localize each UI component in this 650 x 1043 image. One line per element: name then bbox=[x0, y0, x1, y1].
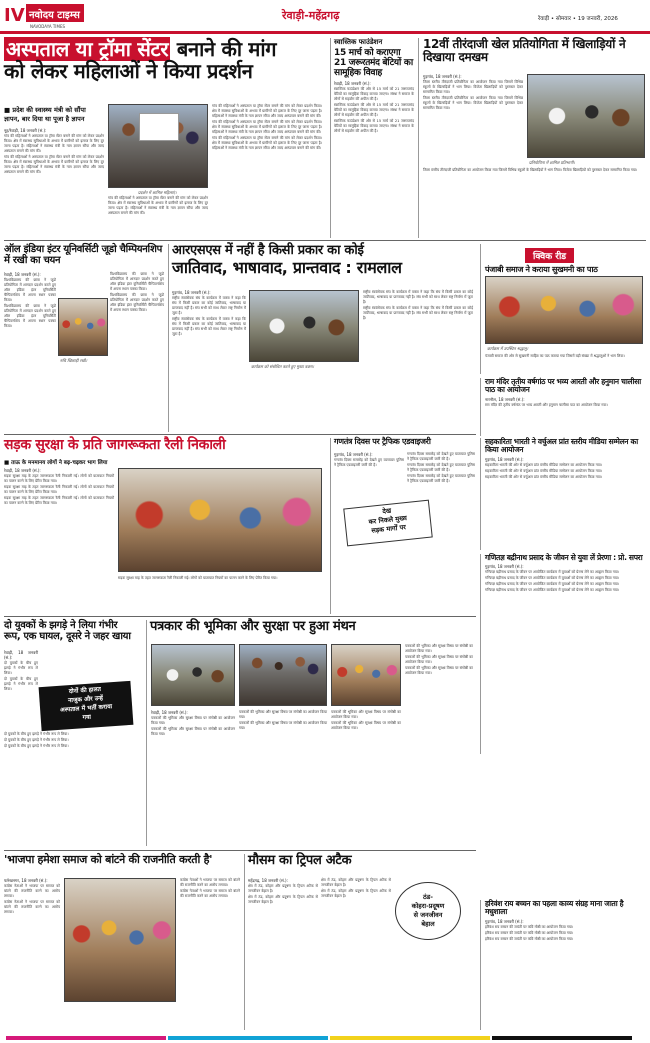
swatch-magenta bbox=[6, 1036, 166, 1040]
body: गुड़गांव, 18 जनवरी (सं.): गणितज्ञ बद्रीनाथ प्रसाद के जीवन पर आयोजित कार्यक्रम में युवाओं को प्रेरणा लेने का आह्वान किया गया। गणितज्ञ बद्रीनाथ प्रसाद के जीवन पर आयोजित कार्यक्रम में युवाओं को प्रेरणा लेने का आह्वान किया गया। गणितज्ञ बद्रीनाथ प्रसाद के जीवन पर आयोजित कार्यक्रम में युवाओं को प्रेरणा लेने का आह्वान किया गया। गणितज्ञ बद्रीनाथ प्रसाद के जीवन पर आयोजित कार्यक्रम में युवाओं को प्रेरणा लेने का आह्वान किया गया। bbox=[485, 564, 620, 593]
body: रेवाड़ी, 18 जनवरी (सं.): स्वास्तिक फाउंडेशन की ओर से 15 मार्च को 21 जरूरतमंद बेटियों का सामूहिक विवाह कराया जाएगा। संस्था ने समाज के लोगों से सहयोग की अपील की है। स्वास्तिक फाउंडेशन की ओर से 15 मार्च को 21 जरूरतमंद बेटियों का सामूहिक विवाह कराया जाएगा। संस्था ने समाज के लोगों से सहयोग की अपील की है। स्वास्तिक फाउंडेशन की ओर से 15 मार्च को 21 जरूरतमंद बेटियों का सामूहिक विवाह कराया जाएगा। संस्था ने समाज के लोगों से सहयोग की अपील की है। bbox=[334, 81, 414, 134]
story-hospital-protest bbox=[4, 38, 326, 238]
headline-part-a: दो युवकों के झगड़े ने लिया गंभीर bbox=[4, 620, 118, 631]
headline: गणितज्ञ बद्रीनाथ प्रसाद के जीवन से युवा लें प्रेरणा : प्रो. सपरा bbox=[485, 553, 643, 562]
subhead: ■ प्रदेश की स्वास्थ्य मंत्री को सौंपा ज्ञापन, बार दिया था पूजा है ज्ञापन bbox=[4, 106, 86, 123]
body: नारनौल, 18 जनवरी (सं.): राम मंदिर की तृतीय वर्षगांठ पर भव्य आरती और हनुमान चालीसा पाठ का आयोजन किया गया। bbox=[485, 396, 608, 407]
story-quick-read bbox=[480, 244, 646, 374]
headline: सहकारिता भारती ने वर्चुअल प्रांत स्तरीय मीडिया सम्मेलन का किया आयोजन bbox=[485, 437, 638, 455]
masthead bbox=[0, 0, 650, 34]
story-bjp bbox=[4, 854, 240, 1030]
story-road-safety bbox=[4, 438, 326, 614]
seminar-photo-2 bbox=[239, 644, 327, 706]
divider bbox=[4, 434, 476, 435]
photo-caption: रुचि खिलाड़ी रखी। bbox=[60, 358, 88, 363]
issue-date: रेवाड़ी • सोमवार • 19 जनवरी, 2026 bbox=[538, 16, 618, 22]
body-col-2: क्षेत्र में ठंड, कोहरा और प्रदूषण के ट्रिपल अटैक से जनजीवन बेहाल है। क्षेत्र में ठंड, कोहरा और प्रदूषण के ट्रिपल अटैक से जनजीवन बेहाल है। bbox=[321, 878, 391, 898]
kicker: स्वास्तिक फाउंडेशन bbox=[334, 38, 383, 46]
story-judo bbox=[4, 244, 164, 432]
headline: 12वीं तीरंदाजी खेल प्रतियोगिता में खिलाड़ियों ने दिखाया दमखम bbox=[423, 37, 626, 65]
body-col-1: रेवाड़ी, 18 जनवरी (सं.): दो युवकों के बीच हुए झगड़े ने गंभीर रूप ले लिया। दो युवकों के बीच हुए झगड़े ने गंभीर रूप ले लिया। bbox=[4, 650, 38, 691]
athlete-photo bbox=[58, 298, 108, 356]
swatch-cyan bbox=[168, 1036, 328, 1040]
body-col-2: दो युवकों के बीच हुए झगड़े ने गंभीर रूप ले लिया। दो युवकों के बीच हुए झगड़े ने गंभीर रूप ले लिया। दो युवकों के बीच हुए झगड़े ने गंभीर रूप ले लिया। bbox=[4, 732, 69, 748]
headline-part-b: जातिवाद, भाषावाद, प्रान्तवाद : रामलाल bbox=[172, 257, 402, 277]
headline: मौसम का ट्रिपल अटैक bbox=[248, 853, 352, 868]
body-col-1: फर्रुखनगर, 18 जनवरी (सं.): कांग्रेस नेताओं ने भाजपा पर समाज को बांटने की राजनीति करने का आरोप लगाया। कांग्रेस नेताओं ने भाजपा पर समाज को बांटने की राजनीति करने का आरोप लगाया। bbox=[4, 878, 60, 914]
headline bbox=[4, 620, 144, 642]
brand-tagline: NAVODAYA TIMES bbox=[30, 24, 66, 29]
headline: 'भाजपा हमेशा समाज को बांटने की राजनीति करती है' bbox=[4, 853, 213, 866]
body-col-1: रेवाड़ी, 18 जनवरी (सं.): सड़क सुरक्षा माह के तहत जागरूकता रैली निकाली गई। लोगों को यातायात नियमों का पालन करने के लिए प्रेरित किया गया। सड़क सुरक्षा माह के तहत जागरूकता रैली निकाली गई। लोगों को यातायात नियमों का पालन करने के लिए प्रेरित किया गया। सड़क सुरक्षा माह के तहत जागरूकता रैली निकाली गई। लोगों को यातायात नियमों का पालन करने के लिए प्रेरित किया गया। bbox=[4, 468, 114, 505]
rally-photo bbox=[118, 468, 322, 572]
headline-part-c: को लेकर महिलाओं ने किया प्रदर्शन bbox=[4, 59, 253, 84]
headline: गणतंत्र दिवस पर ट्रैफिक एडवाइजरी bbox=[334, 437, 431, 446]
body-col-2: जिला स्तरीय तीरंदाजी प्रतियोगिता का आयोजन किया गया जिसमें विभिन्न स्कूलों के खिलाड़ियों ने भाग लिया। विजेता खिलाड़ियों को पुरस्कार देकर सम्मानित किया गया। bbox=[423, 168, 638, 172]
headline-part-a: अस्पताल या ट्रॉमा सेंटर bbox=[6, 37, 169, 61]
body-col-2: विश्वविद्यालय की छात्रा ने जूडो प्रतियोगिता में शानदार प्रदर्शन करते हुए ऑल इंडिया इंटर यूनिवर्सिटी चैम्पियनशिप में अपना स्थान पक्का किया। विश्वविद्यालय की छात्रा ने जूडो प्रतियोगिता में शानदार प्रदर्शन करते हुए ऑल इंडिया इंटर यूनिवर्सिटी चैम्पियनशिप में अपना स्थान पक्का किया। bbox=[110, 272, 164, 312]
headline: सड़क सुरक्षा के प्रति जागरूकता रैली निकाली bbox=[4, 437, 226, 453]
headline: 15 मार्च को कराएगा 21 जरूरतमंद बेटियों का सामूहिक विवाह bbox=[334, 48, 413, 79]
brand-logo: नवोदय टाइम्स bbox=[26, 4, 84, 22]
headline: ऑल इंडिया इंटर यूनिवर्सिटी जूडो चैम्पियनशिप में रखी का चयन bbox=[4, 244, 162, 267]
body-col-2: सड़क सुरक्षा माह के तहत जागरूकता रैली निकाली गई। लोगों को यातायात नियमों का पालन करने के लिए प्रेरित किया गया। bbox=[118, 576, 278, 580]
bjp-photo bbox=[64, 878, 176, 1002]
body-col-3: पत्रकारों की भूमिका और सुरक्षा विषय पर संगोष्ठी का आयोजन किया गया। पत्रकारों की भूमिका और सुरक्षा विषय पर संगोष्ठी का आयोजन किया गया। bbox=[331, 710, 401, 730]
page-number: IV bbox=[4, 5, 25, 26]
photo-caption: प्रतियोगिता में शामिल प्रतिभागी। bbox=[529, 160, 575, 165]
story-bachchan bbox=[480, 900, 646, 1030]
photo-caption: कार्यक्रम को संबोधित करते हुए मुख्य वक्ता। bbox=[251, 364, 315, 369]
quick-read-label: क्विक रीड bbox=[525, 248, 574, 263]
body-col-1: रेवाड़ी, 18 जनवरी (सं.): विश्वविद्यालय की छात्रा ने जूडो प्रतियोगिता में शानदार प्रदर्शन करते हुए ऑल इंडिया इंटर यूनिवर्सिटी चैम्पियनशिप में अपना स्थान पक्का किया। विश्वविद्यालय की छात्रा ने जूडो प्रतियोगिता में शानदार प्रदर्शन करते हुए ऑल इंडिया इंटर यूनिवर्सिटी चैम्पियनशिप में अपना स्थान पक्का किया। bbox=[4, 272, 56, 328]
banner bbox=[139, 113, 179, 141]
divider bbox=[4, 616, 476, 617]
body-col-2: गांव की महिलाओं ने अस्पताल या ट्रॉमा सेंटर बनाने की मांग को लेकर प्रदर्शन किया। क्षेत्र में स्वास्थ्य सुविधाओं के अभाव में ग्रामीणों को इलाज के लिए दूर जाना पड़ता है। महिलाओं ने स्वास्थ्य मंत्री के नाम ज्ञापन सौंपा और जल्द अस्पताल बनाने की मांग की। bbox=[108, 196, 208, 215]
body-col-1: गुड़गांव, 18 जनवरी (सं.): गणतंत्र दिवस समारोह को देखते हुए यातायात पुलिस ने ट्रैफिक एडवाइजरी जारी की है। bbox=[334, 452, 404, 467]
registration-strip bbox=[0, 1036, 650, 1043]
story-journalist bbox=[146, 620, 476, 846]
body-col-1: महेंद्रगढ़, 18 जनवरी (सं.): क्षेत्र में ठंड, कोहरा और प्रदूषण के ट्रिपल अटैक से जनजीवन बेहाल है। क्षेत्र में ठंड, कोहरा और प्रदूषण के ट्रिपल अटैक से जनजीवन बेहाल है। bbox=[248, 878, 318, 904]
headline bbox=[4, 38, 326, 83]
story-archery bbox=[418, 38, 646, 238]
callout: ठंड- कोहरा-प्रदूषण से जनजीवन बेहाल bbox=[395, 882, 461, 940]
callout: दोनों की हालत नाजुक और उन्हें अस्पताल में भर्ती कराया गया bbox=[39, 681, 134, 731]
headline: पत्रकार की भूमिका और सुरक्षा पर हुआ मंथन bbox=[150, 619, 356, 634]
headline: पंजाबी समाज ने कराया सुखमनी का पाठ bbox=[485, 265, 598, 274]
story-rss bbox=[168, 244, 476, 432]
body-col-1: गुड़गांव, 18 जनवरी (सं.): जिला स्तरीय तीरंदाजी प्रतियोगिता का आयोजन किया गया जिसमें विभिन्न स्कूलों के खिलाड़ियों ने भाग लिया। विजेता खिलाड़ियों को पुरस्कार देकर सम्मानित किया गया। जिला स्तरीय तीरंदाजी प्रतियोगिता का आयोजन किया गया जिसमें विभिन्न स्कूलों के खिलाड़ियों ने भाग लिया। विजेता खिलाड़ियों को पुरस्कार देकर सम्मानित किया गया। bbox=[423, 74, 523, 110]
swatch-black bbox=[492, 1036, 632, 1040]
story-sahkarita bbox=[480, 438, 646, 550]
body-col-2: राष्ट्रीय स्वयंसेवक संघ के कार्यक्रम में वक्ता ने कहा कि संघ में किसी प्रकार का कोई जातिवाद, भाषावाद या प्रान्तवाद नहीं है। संघ सभी को साथ लेकर राष्ट्र निर्माण में जुटा है। राष्ट्रीय स्वयंसेवक संघ के कार्यक्रम में वक्ता ने कहा कि संघ में किसी प्रकार का कोई जातिवाद, भाषावाद या प्रान्तवाद नहीं है। संघ सभी को साथ लेकर राष्ट्र निर्माण में जुटा है। bbox=[363, 290, 473, 320]
divider bbox=[4, 850, 476, 851]
story-mathematician bbox=[480, 554, 646, 754]
body-col-2: कांग्रेस नेताओं ने भाजपा पर समाज को बांटने की राजनीति करने का आरोप लगाया। कांग्रेस नेताओं ने भाजपा पर समाज को बांटने की राजनीति करने का आरोप लगाया। bbox=[180, 878, 240, 898]
story-weather bbox=[244, 854, 476, 1030]
body-col-2: गणतंत्र दिवस समारोह को देखते हुए यातायात पुलिस ने ट्रैफिक एडवाइजरी जारी की है। गणतंत्र दिवस समारोह को देखते हुए यातायात पुलिस ने ट्रैफिक एडवाइजरी जारी की है। गणतंत्र दिवस समारोह को देखते हुए यातायात पुलिस ने ट्रैफिक एडवाइजरी जारी की है। bbox=[407, 452, 475, 483]
callout: देख कर निकले मुख्य सड़क मार्गों पर bbox=[343, 500, 433, 547]
archery-photo bbox=[527, 74, 645, 158]
body-col-2: पत्रकारों की भूमिका और सुरक्षा विषय पर संगोष्ठी का आयोजन किया गया। पत्रकारों की भूमिका और सुरक्षा विषय पर संगोष्ठी का आयोजन किया गया। bbox=[239, 710, 327, 730]
headline-part-b: रूप, एक घायल, दूसरे ने जहर खाया bbox=[4, 631, 131, 643]
seminar-photo-3 bbox=[331, 644, 401, 706]
divider bbox=[4, 240, 646, 241]
headline: राम मंदिर तृतीय वर्षगांठ पर भव्य आरती और हनुमान चालीसा पाठ का आयोजन bbox=[485, 377, 641, 395]
body: पंजाबी समाज की ओर से सुखमनी साहिब का पाठ कराया गया जिसमें बड़ी संख्या में श्रद्धालुओं ने भाग लिया। bbox=[485, 354, 625, 358]
body-col-4: पत्रकारों की भूमिका और सुरक्षा विषय पर संगोष्ठी का आयोजन किया गया। पत्रकारों की भूमिका और सुरक्षा विषय पर संगोष्ठी का आयोजन किया गया। पत्रकारों की भूमिका और सुरक्षा विषय पर संगोष्ठी का आयोजन किया गया। bbox=[405, 644, 473, 675]
rss-photo bbox=[249, 290, 359, 362]
photo-caption: कार्यक्रम में उपस्थित श्रद्धालु। bbox=[487, 346, 529, 351]
headline-part-a: आरएसएस में नहीं है किसी प्रकार का कोई bbox=[172, 243, 364, 258]
section-name: रेवाड़ी-महेंद्रगढ़ bbox=[282, 9, 340, 22]
protest-photo bbox=[108, 104, 208, 188]
subhead: ■ ताऊ के मनमानय लोगों ने बढ़-चढ़कर भाग लिया bbox=[4, 459, 108, 466]
headline-part-b: बनाने की मांग bbox=[176, 37, 277, 61]
headline: हरिवंश राय बच्चन का पहला काव्य संग्रह माना जाता है मधुशाला bbox=[485, 899, 624, 917]
body-col-1: नूह/रेवाड़ी, 18 जनवरी (सं.): गांव की महिलाओं ने अस्पताल या ट्रॉमा सेंटर बनाने की मांग को लेकर प्रदर्शन किया। क्षेत्र में स्वास्थ्य सुविधाओं के अभाव में ग्रामीणों को इलाज के लिए दूर जाना पड़ता है। महिलाओं ने स्वास्थ्य मंत्री के नाम ज्ञापन सौंपा और जल्द अस्पताल बनाने की मांग की। गांव की महिलाओं ने अस्पताल या ट्रॉमा सेंटर बनाने की मांग को लेकर प्रदर्शन किया। क्षेत्र में स्वास्थ्य सुविधाओं के अभाव में ग्रामीणों को इलाज के लिए दूर जाना पड़ता है। महिलाओं ने स्वास्थ्य मंत्री के नाम ज्ञापन सौंपा और जल्द अस्पताल बनाने की मांग की। bbox=[4, 128, 104, 174]
swatch-yellow bbox=[330, 1036, 490, 1040]
body-col-3: गांव की महिलाओं ने अस्पताल या ट्रॉमा सेंटर बनाने की मांग को लेकर प्रदर्शन किया। क्षेत्र में स्वास्थ्य सुविधाओं के अभाव में ग्रामीणों को इलाज के लिए दूर जाना पड़ता है। महिलाओं ने स्वास्थ्य मंत्री के नाम ज्ञापन सौंपा और जल्द अस्पताल बनाने की मांग की। गांव की महिलाओं ने अस्पताल या ट्रॉमा सेंटर बनाने की मांग को लेकर प्रदर्शन किया। क्षेत्र में स्वास्थ्य सुविधाओं के अभाव में ग्रामीणों को इलाज के लिए दूर जाना पड़ता है। महिलाओं ने स्वास्थ्य मंत्री के नाम ज्ञापन सौंपा और जल्द अस्पताल बनाने की मांग की। गांव की महिलाओं ने अस्पताल या ट्रॉमा सेंटर बनाने की मांग को लेकर प्रदर्शन किया। क्षेत्र में स्वास्थ्य सुविधाओं के अभाव में ग्रामीणों को इलाज के लिए दूर जाना पड़ता है। महिलाओं ने स्वास्थ्य मंत्री के नाम ज्ञापन सौंपा और जल्द अस्पताल बनाने की मांग की। bbox=[212, 104, 322, 150]
story-youth-fight bbox=[4, 620, 144, 846]
body: गुड़गांव, 18 जनवरी (सं.): सहकारिता भारती की ओर से वर्चुअल प्रांत स्तरीय मीडिया सम्मेलन का आयोजन किया गया। सहकारिता भारती की ओर से वर्चुअल प्रांत स्तरीय मीडिया सम्मेलन का आयोजन किया गया। सहकारिता भारती की ओर से वर्चुअल प्रांत स्तरीय मीडिया सम्मेलन का आयोजन किया गया। bbox=[485, 456, 603, 479]
story-traffic-advisory bbox=[330, 438, 476, 614]
body-col-1: रेवाड़ी, 18 जनवरी (सं.): पत्रकारों की भूमिका और सुरक्षा विषय पर संगोष्ठी का आयोजन किया गया। पत्रकारों की भूमिका और सुरक्षा विषय पर संगोष्ठी का आयोजन किया गया। bbox=[151, 710, 235, 736]
sukhmani-photo bbox=[485, 276, 643, 344]
story-ram-mandir bbox=[480, 378, 646, 436]
headline bbox=[172, 244, 476, 277]
body-col-1: गुड़गांव, 18 जनवरी (सं.): राष्ट्रीय स्वयंसेवक संघ के कार्यक्रम में वक्ता ने कहा कि संघ में किसी प्रकार का कोई जातिवाद, भाषावाद या प्रान्तवाद नहीं है। संघ सभी को साथ लेकर राष्ट्र निर्माण में जुटा है। राष्ट्रीय स्वयंसेवक संघ के कार्यक्रम में वक्ता ने कहा कि संघ में किसी प्रकार का कोई जातिवाद, भाषावाद या प्रान्तवाद नहीं है। संघ सभी को साथ लेकर राष्ट्र निर्माण में जुटा है। bbox=[172, 290, 246, 336]
photo-caption: प्रदर्शन में शामिल महिलाएं। bbox=[138, 190, 177, 195]
seminar-photo-1 bbox=[151, 644, 235, 706]
story-mass-wedding bbox=[330, 38, 414, 238]
body: गुड़गांव, 18 जनवरी (सं.): हरिवंश राय बच्चन की जयंती पर कवि गोष्ठी का आयोजन किया गया। हरिवंश राय बच्चन की जयंती पर कवि गोष्ठी का आयोजन किया गया। हरिवंश राय बच्चन की जयंती पर कवि गोष्ठी का आयोजन किया गया। bbox=[485, 918, 574, 941]
